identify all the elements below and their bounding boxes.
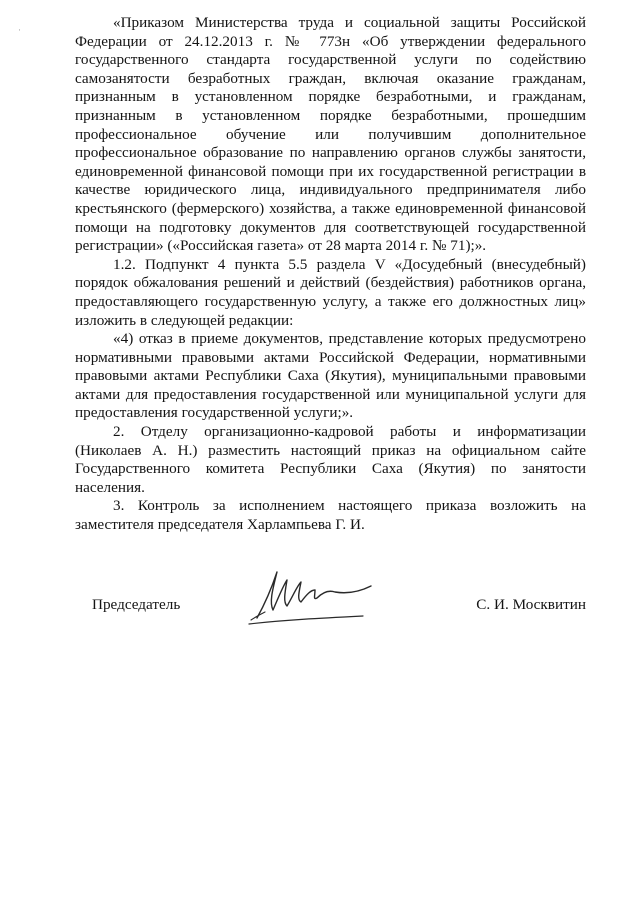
- paragraph-3: 3. Контроль за исполнением настоящего приказа возложить на заместителя председателя Харлампьева Г. И.: [75, 497, 586, 534]
- handwritten-signature: [243, 566, 381, 628]
- signatory-name: С. И. Москвитин: [476, 596, 586, 613]
- paragraph-order-reference: «Приказом Министерства труда и социальной защиты Российской Федерации от 24.12.2013 г. № 773н «Об утверждении федерального государственного стандарта государственной услуги по содействию самозанятости безработных граждан, включая оказание гражданам, признанным в установленном порядке безработными, и гражданам, признанным в установленном порядке безработными, прошедшим профессиональное обучение или получившим дополнительное профессиональное образование по направлению органов службы занятости, единовременной финансовой помощи при их государственной регистрации в качестве юридического лица, индивидуального предпринимателя либо крестьянского (фермерского) хозяйства, а также единовременной финансовой помощи на подготовку документов для соответствующей государственной регистрации» («Российская газета» от 28 марта 2014 г. № 71);».: [75, 14, 586, 255]
- paragraph-2: 2. Отделу организационно-кадровой работы и информатизации (Николаев А. Н.) разместить настоящий приказ на официальном сайте Государственного комитета Республики Саха (Якутия) по занятости населения.: [75, 423, 586, 496]
- document-body: [75, 14, 586, 535]
- signature-block: [75, 588, 586, 628]
- paragraph-new-wording: «4) отказ в приеме документов, представление которых предусмотрено нормативными правовыми актами Российской Федерации, нормативными правовыми актами Республики Саха (Якутия), муниципальными правовыми актами для предоставления государственной или муниципальной услуги для предоставления государственной услуги;».: [75, 330, 586, 422]
- paragraph-1-2: 1.2. Подпункт 4 пункта 5.5 раздела V «Досудебный (внесудебный) порядок обжалования решений и действий (бездействия) работников органа, предоставляющего государственную услугу, а также его должностных лиц» изложить в следующей редакции:: [75, 255, 586, 329]
- margin-mark: ·: [18, 25, 21, 35]
- signatory-title: Председатель: [92, 596, 181, 613]
